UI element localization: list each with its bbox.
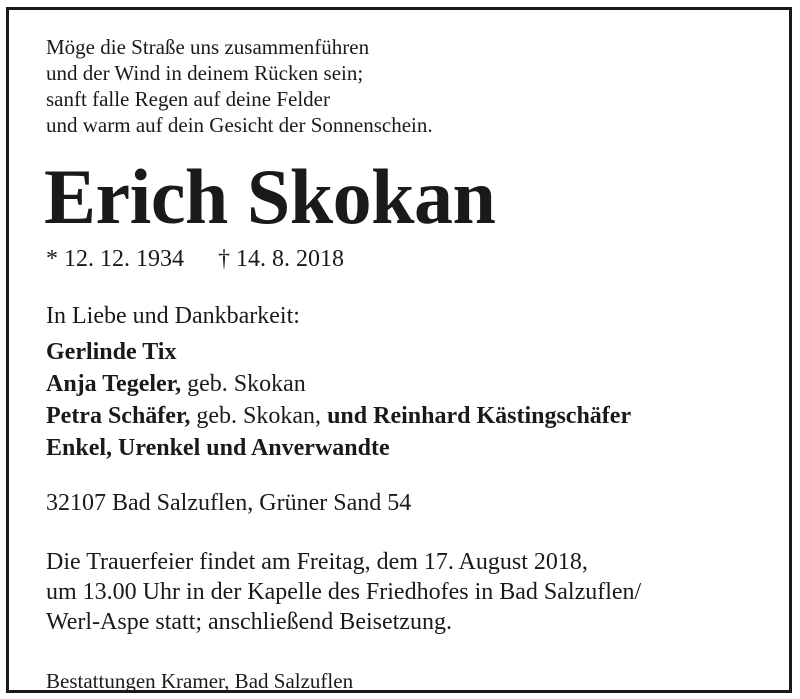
mourner-maiden-name: geb. Skokan	[181, 371, 306, 397]
funeral-line: Die Trauerfeier findet am Freitag, dem 17. August 2018,	[46, 549, 588, 575]
poem-line: und der Wind in deinem Rücken sein;	[46, 61, 364, 85]
mourner-line	[46, 400, 769, 432]
mourner-line	[46, 336, 769, 368]
mourners-list	[46, 336, 769, 464]
life-dates	[46, 246, 769, 273]
mourner-name: Anja Tegeler,	[46, 371, 182, 397]
obituary-frame	[6, 7, 792, 693]
obituary-content	[46, 34, 769, 694]
mourner-name: Petra Schäfer,	[46, 403, 191, 429]
undertaker: Bestattungen Kramer, Bad Salzuflen	[46, 669, 354, 693]
poem-line: Möge die Straße uns zusammenführen	[46, 35, 370, 59]
poem-verse	[46, 34, 769, 138]
family-address: 32107 Bad Salzuflen, Grüner Sand 54	[46, 490, 412, 516]
mourner-partner: und Reinhard Kästingschäfer	[327, 403, 632, 429]
funeral-line: um 13.00 Uhr in der Kapelle des Friedhofes in Bad Salzuflen/	[46, 579, 642, 605]
mourner-maiden-name: geb. Skokan,	[190, 403, 328, 429]
poem-line: und warm auf dein Gesicht der Sonnenschein.	[46, 113, 433, 137]
birth-date: * 12. 12. 1934	[46, 246, 184, 272]
death-date: † 14. 8. 2018	[218, 246, 344, 272]
funeral-line: Werl-Aspe statt; anschließend Beisetzung.	[46, 609, 452, 635]
mourner-line	[46, 368, 769, 400]
mourner-name: Gerlinde Tix	[46, 339, 177, 365]
mourner-relatives: Enkel, Urenkel und Anverwandte	[46, 435, 390, 461]
mourner-line	[46, 432, 769, 464]
deceased-name: Erich Skokan	[44, 153, 496, 240]
funeral-notice	[46, 547, 769, 637]
poem-line: sanft falle Regen auf deine Felder	[46, 87, 330, 111]
mourners-intro: In Liebe und Dankbarkeit:	[46, 303, 300, 329]
